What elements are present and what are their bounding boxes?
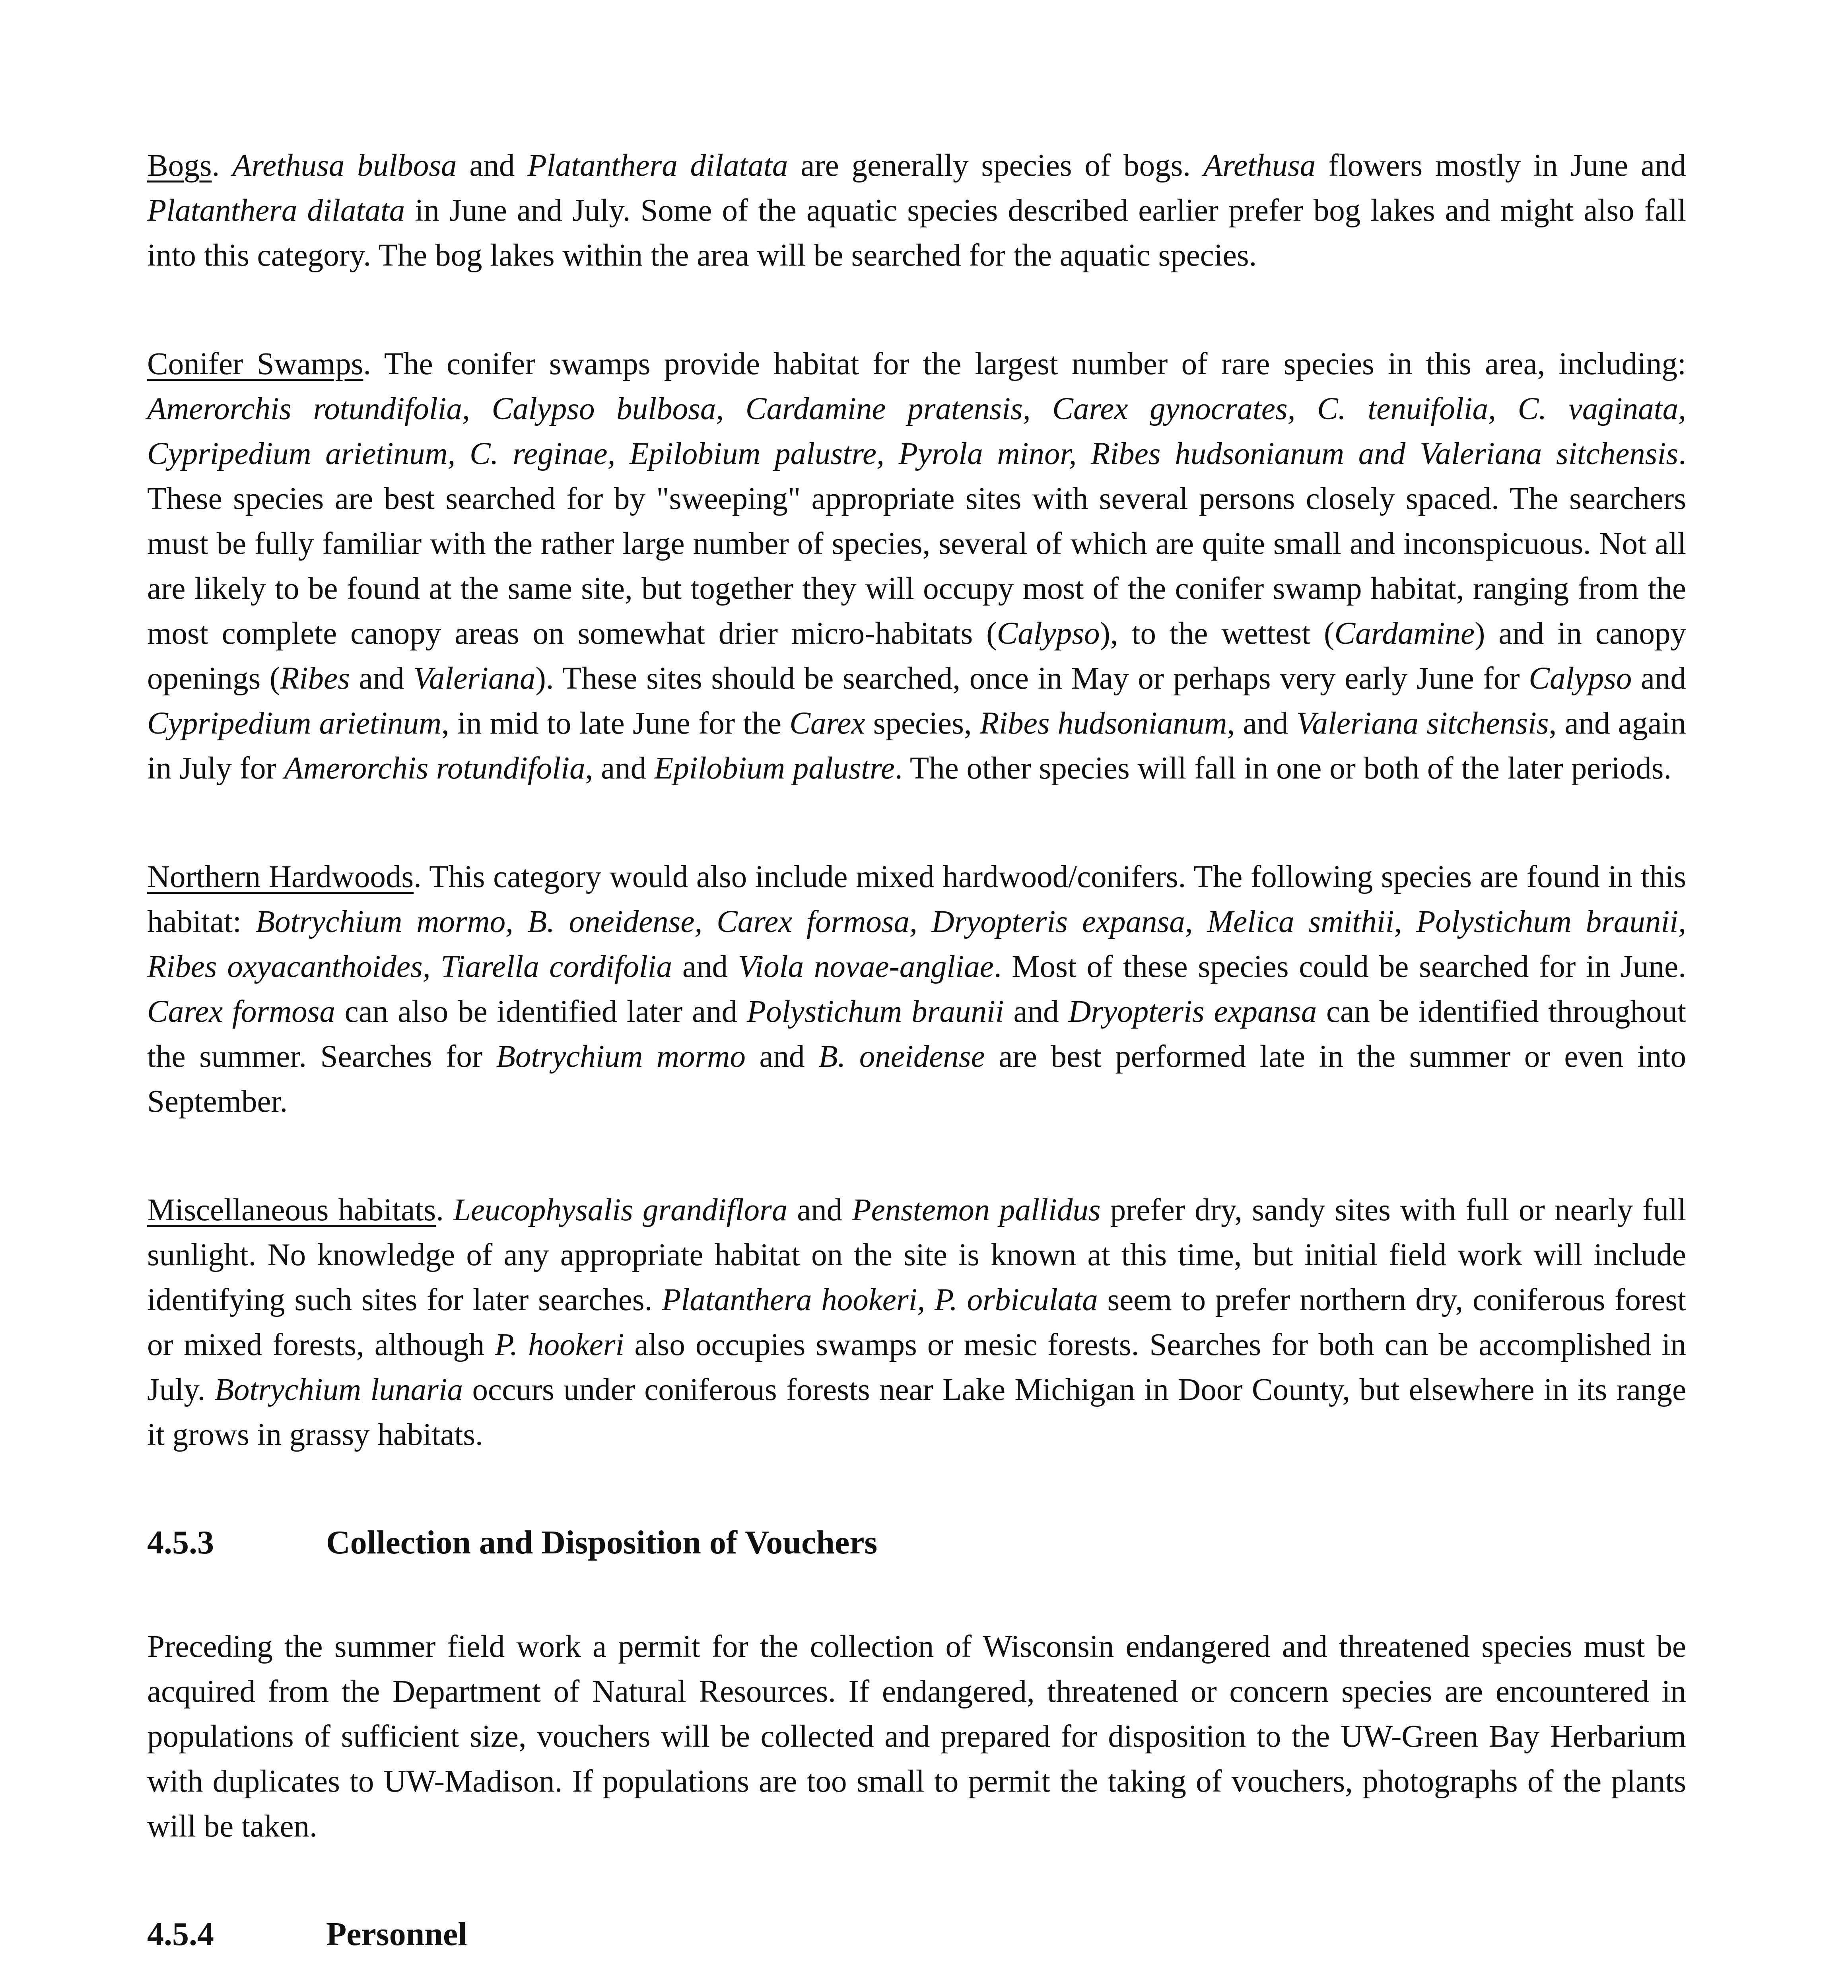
bogs-heading: Bogs <box>147 148 212 183</box>
section-title: Personnel <box>326 1916 467 1953</box>
section-4-5-4-heading <box>147 1912 1686 1956</box>
conifer-swamps-paragraph: Conifer Swamps. The conifer swamps provide habitat for the largest number of rare species in this area, including: Amerorchis rotundifolia, Calypso bulbosa, Cardamine pratensis, Carex gynocrates, C. tenuifolia, C. vaginata, Cypripedium arietinum, C. reginae, Epilobium palustre, Pyrola minor, Ribes hudsonianum and Valeriana sitchensis. These species are best searched for by "sweeping" appropriate sites with several persons closely spaced. The searchers must be fully familiar with the rather large number of species, several of which are quite small and inconspicuous. Not all are likely to be found at the same site, but together they will occupy most of the conifer swamp habitat, ranging from the most complete canopy areas on somewhat drier micro-habitats (Calypso), to the wettest (Cardamine) and in canopy openings (Ribes and Valeriana). These sites should be searched, once in May or perhaps very early June for Calypso and Cypripedium arietinum, in mid to late June for the Carex species, Ribes hudsonianum, and Valeriana sitchensis, and again in July for Amerorchis rotundifolia, and Epilobium palustre. The other species will fall in one or both of the later periods. <box>147 347 1686 786</box>
document-body <box>147 143 1686 1988</box>
miscellaneous-habitats-paragraph: Miscellaneous habitats. Leucophysalis grandiflora and Penstemon pallidus prefer dry, sandy sites with full or nearly full sunlight. No knowledge of any appropriate habitat on the site is known at this time, but initial field work will include identifying such sites for later searches. Platanthera hookeri, P. orbiculata seem to prefer northern dry, coniferous forest or mixed forests, although P. hookeri also occupies swamps or mesic forests. Searches for both can be accomplished in July. Botrychium lunaria occurs under coniferous forests near Lake Michigan in Door County, but elsewhere in its range it grows in grassy habitats. <box>147 1193 1687 1452</box>
bogs-paragraph: Bogs. Arethusa bulbosa and Platanthera dilatata are generally species of bogs. Arethusa flowers mostly in June and Platanthera dilatata in June and July. Some of the aquatic species described earlier prefer bog lakes and might also fall into this category. The bog lakes within the area will be searched for the aquatic species. <box>147 148 1686 273</box>
section-4-5-3-heading <box>147 1521 1686 1565</box>
vouchers-paragraph: Preceding the summer field work a permit for the collection of Wisconsin endangered and threatened species must be acquired from the Department of Natural Resources. If endangered, threatened or concern species are encountered in populations of sufficient size, vouchers will be collected and prepared for disposition to the UW-Green Bay Herbarium with duplicates to UW-Madison. If populations are too small to permit the taking of vouchers, photographs of the plants will be taken. <box>147 1629 1686 1844</box>
section-number: 4.5.4 <box>147 1916 214 1953</box>
northern-hardwoods-heading: Northern Hardwoods <box>147 860 414 894</box>
section-title: Collection and Disposition of Vouchers <box>326 1524 878 1561</box>
miscellaneous-habitats-heading: Miscellaneous habitats <box>147 1193 436 1227</box>
section-number: 4.5.3 <box>147 1524 214 1561</box>
northern-hardwoods-paragraph: Northern Hardwoods. This category would also include mixed hardwood/conifers. The following species are found in this habitat: Botrychium mormo, B. oneidense, Carex formosa, Dryopteris expansa, Melica smithii, Polystichum braunii, Ribes oxyacanthoides, Tiarella cordifolia and Viola novae-angliae. Most of these species could be searched for in June. Carex formosa can also be identified later and Polystichum braunii and Dryopteris expansa can be identified throughout the summer. Searches for Botrychium mormo and B. oneidense are best performed late in the summer or even into September. <box>147 860 1687 1119</box>
conifer-swamps-heading: Conifer Swamps <box>147 347 363 381</box>
